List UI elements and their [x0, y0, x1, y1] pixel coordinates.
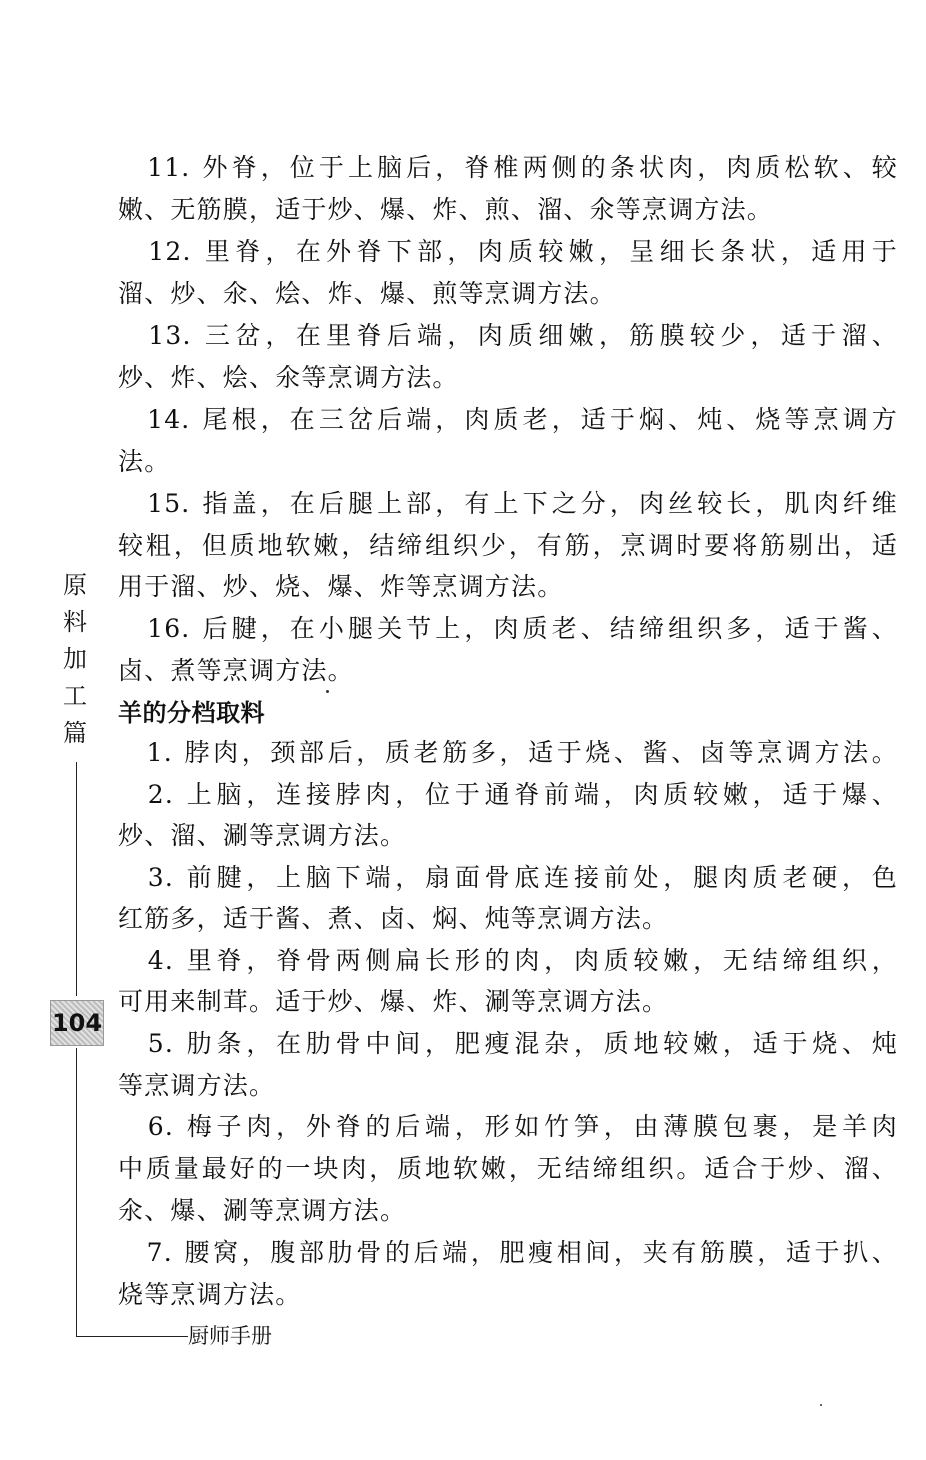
text-line-4: 溜、炒、氽、烩、炸、爆、煎等烹调方法。	[118, 279, 616, 308]
text-line-11: 用于溜、炒、烧、爆、炸等烹调方法。	[118, 572, 564, 601]
text-line-23: 6. 梅子肉，外脊的后端，形如竹笋，由薄膜包裹，是羊肉	[118, 1112, 898, 1141]
footer-book-title: 厨师手册	[188, 1324, 272, 1348]
text-line-6: 炒、炸、烩、氽等烹调方法。	[118, 363, 459, 392]
side-title-char-2: 料	[63, 608, 87, 636]
margin-rule-upper	[76, 762, 77, 996]
footer-rule	[76, 1336, 188, 1337]
text-line-22: 等烹调方法。	[118, 1071, 276, 1100]
side-title-char-1: 原	[63, 571, 87, 599]
text-line-7: 14. 尾根，在三岔后端，肉质老，适于焖、炖、烧等烹调方	[118, 405, 898, 434]
text-line-3: 12. 里脊，在外脊下部，肉质较嫩，呈细长条状，适用于	[118, 237, 898, 266]
text-line-5: 13. 三岔，在里脊后端，肉质细嫩，筋膜较少，适于溜、	[118, 321, 898, 350]
text-line-26: 7. 腰窝，腹部肋骨的后端，肥瘦相间，夹有筋膜，适于扒、	[118, 1238, 898, 1267]
text-line-16: 炒、溜、涮等烹调方法。	[118, 821, 407, 850]
text-line-25: 氽、爆、涮等烹调方法。	[118, 1196, 407, 1225]
text-line-19: 4. 里脊，脊骨两侧扁长形的肉，肉质较嫩，无结缔组织，	[118, 946, 898, 975]
text-line-14: 1. 脖肉，颈部后，质老筋多，适于烧、酱、卤等烹调方法。	[118, 738, 898, 767]
text-line-15: 2. 上脑，连接脖肉，位于通脊前端，肉质较嫩，适于爆、	[118, 780, 898, 809]
text-line-13: 卤、煮等烹调方法。	[118, 656, 354, 685]
text-line-8: 法。	[118, 447, 171, 476]
page-number: 104	[51, 1009, 103, 1037]
side-title-char-4: 工	[63, 682, 87, 710]
text-line-2: 嫩、无筋膜，适于炒、爆、炸、煎、溜、氽等烹调方法。	[118, 195, 774, 224]
text-line-12: 16. 后腱，在小腿关节上，肉质老、结缔组织多，适于酱、	[118, 614, 898, 643]
text-line-10: 较粗，但质地软嫩，结缔组织少，有筋，烹调时要将筋剔出，适	[118, 531, 898, 560]
scan-speck	[326, 690, 329, 693]
text-line-18: 红筋多，适于酱、煮、卤、焖、炖等烹调方法。	[118, 904, 669, 933]
side-title-char-5: 篇	[63, 719, 87, 747]
section-heading: 羊的分档取料	[118, 698, 265, 727]
text-line-9: 15. 指盖，在后腿上部，有上下之分，肉丝较长，肌肉纤维	[118, 489, 898, 518]
text-line-20: 可用来制茸。适于炒、爆、炸、涮等烹调方法。	[118, 987, 669, 1016]
text-line-27: 烧等烹调方法。	[118, 1280, 302, 1309]
side-title-char-3: 加	[63, 645, 87, 673]
text-line-24: 中质量最好的一块肉，质地软嫩，无结缔组织。适合于炒、溜、	[118, 1154, 898, 1183]
text-line-21: 5. 肋条，在肋骨中间，肥瘦混杂，质地较嫩，适于烧、炖	[118, 1029, 898, 1058]
text-line-1: 11. 外脊，位于上脑后，脊椎两侧的条状肉，肉质松软、较	[118, 153, 898, 182]
scan-speck	[820, 1404, 822, 1406]
text-line-17: 3. 前腱，上脑下端，扇面骨底连接前处，腿肉质老硬，色	[118, 863, 898, 892]
margin-rule-lower	[76, 1048, 77, 1336]
page-number-badge	[50, 1000, 104, 1046]
